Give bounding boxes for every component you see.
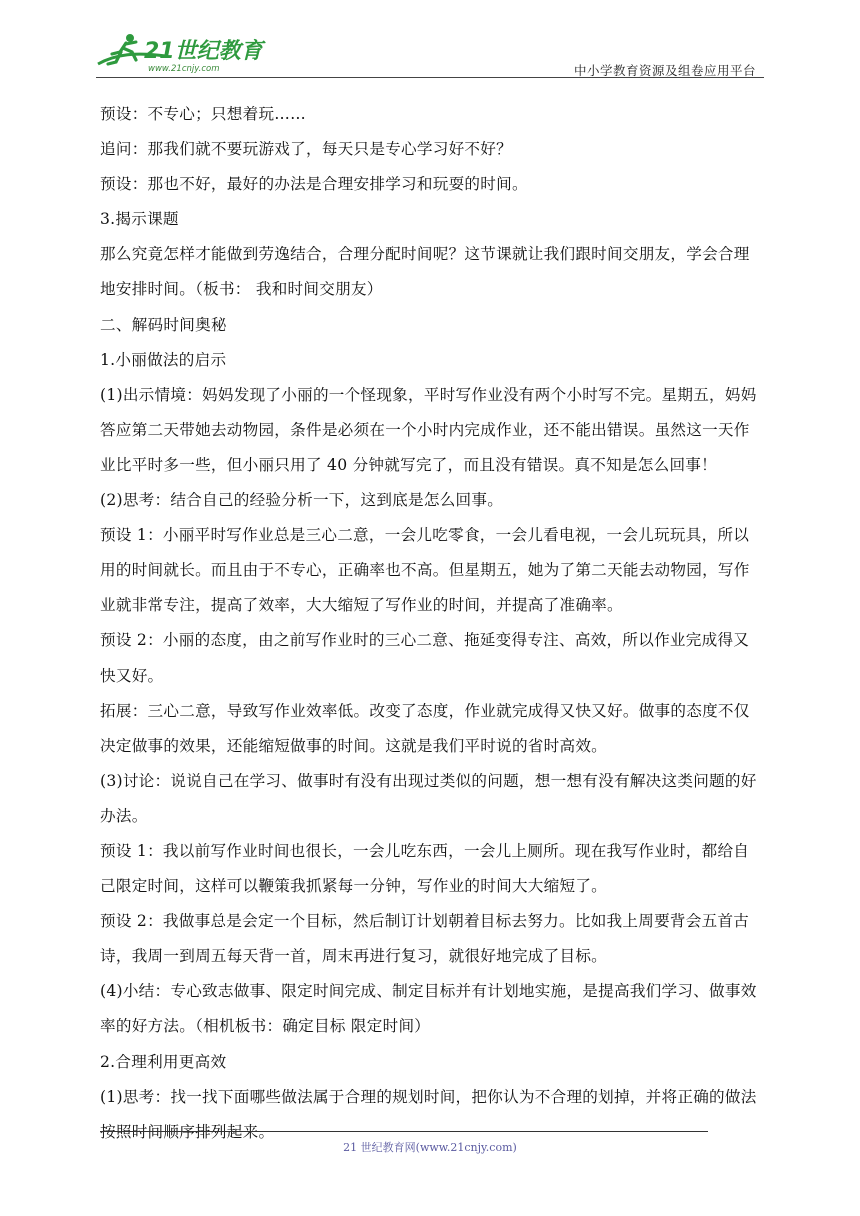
- logo-text: 21世纪教育: [144, 39, 263, 64]
- page-header: [96, 30, 764, 80]
- logo-url: www.21cnjy.com: [148, 64, 220, 74]
- section-heading: 1.小丽做法的启示: [100, 350, 227, 369]
- paragraph: (3)讨论：说说自己在学习、做事时有没有出现过类似的问题，想一想有没有解决这类问题的好办法。: [100, 771, 757, 825]
- paragraph: 预设：不专心；只想着玩……: [100, 105, 306, 123]
- section-heading: 3.揭示课题: [100, 210, 179, 229]
- document-body: [100, 97, 764, 1150]
- logo: [96, 30, 266, 78]
- paragraph: (1)出示情境：妈妈发现了小丽的一个怪现象，平时写作业没有两个小时写不完。星期五，妈妈答应第二天带她去动物园，条件是必须在一个小时内完成作业，还不能出错误。虽然这一天作业比平时多一些，但小丽只用了 40 分钟就写完了，而且没有错误。真不知是怎么回事！: [100, 385, 757, 474]
- paragraph: 那么究竟怎样才能做到劳逸结合，合理分配时间呢？这节课就让我们跟时间交朋友，学会合理地安排时间。（板书： 我和时间交朋友）: [100, 245, 750, 299]
- runner-logo-icon: [96, 30, 266, 78]
- page-footer: 21 世纪教育网(www.21cnjy.com): [343, 1141, 517, 1154]
- paragraph: (4)小结：专心致志做事、限定时间完成、制定目标并有计划地实施，是提高我们学习、做事效率的好方法。（相机板书：确定目标 限定时间）: [100, 982, 757, 1036]
- paragraph: 追问：那我们就不要玩游戏了，每天只是专心学习好不好？: [100, 140, 512, 159]
- paragraph: 拓展：三心二意，导致写作业效率低。改变了态度，作业就完成得又快又好。做事的态度不仅决定做事的效果，还能缩短做事的时间。这就是我们平时说的省时高效。: [100, 701, 750, 755]
- paragraph: (2)思考：结合自己的经验分析一下，这到底是怎么回事。: [100, 491, 504, 510]
- header-divider: [96, 77, 764, 78]
- platform-title: 中小学教育资源及组卷应用平台: [573, 63, 756, 78]
- paragraph: 预设 2：我做事总是会定一个目标，然后制订计划朝着目标去努力。比如我上周要背会五首古诗，我周一到周五每天背一首，周末再进行复习，就很好地完成了目标。: [100, 912, 750, 966]
- section-heading: 2.合理利用更高效: [100, 1052, 227, 1071]
- paragraph: 预设：那也不好，最好的办法是合理安排学习和玩耍的时间。: [100, 175, 528, 194]
- paragraph: 预设 2：小丽的态度，由之前写作业时的三心二意、拖延变得专注、高效，所以作业完成得又快又好。: [100, 631, 750, 685]
- paragraph: 预设 1：小丽平时写作业总是三心二意，一会儿吃零食，一会儿看电视，一会儿玩玩具，所以用的时间就长。而且由于不专心，正确率也不高。但星期五，她为了第二天能去动物园，写作业就非常专注，提高了效率，大大缩短了写作业的时间，并提高了准确率。: [100, 526, 750, 615]
- paragraph: 预设 1：我以前写作业时间也很长，一会儿吃东西，一会儿上厕所。现在我写作业时，都给自己限定时间，这样可以鞭策我抓紧每一分钟，写作业的时间大大缩短了。: [100, 841, 750, 896]
- paragraph: (1)思考：找一找下面哪些做法属于合理的规划时间，把你认为不合理的划掉，并将正确的做法按照时间顺序排列起来。: [100, 1087, 757, 1141]
- section-heading: 二、解码时间奥秘: [100, 315, 227, 334]
- footer-divider: [100, 1131, 708, 1132]
